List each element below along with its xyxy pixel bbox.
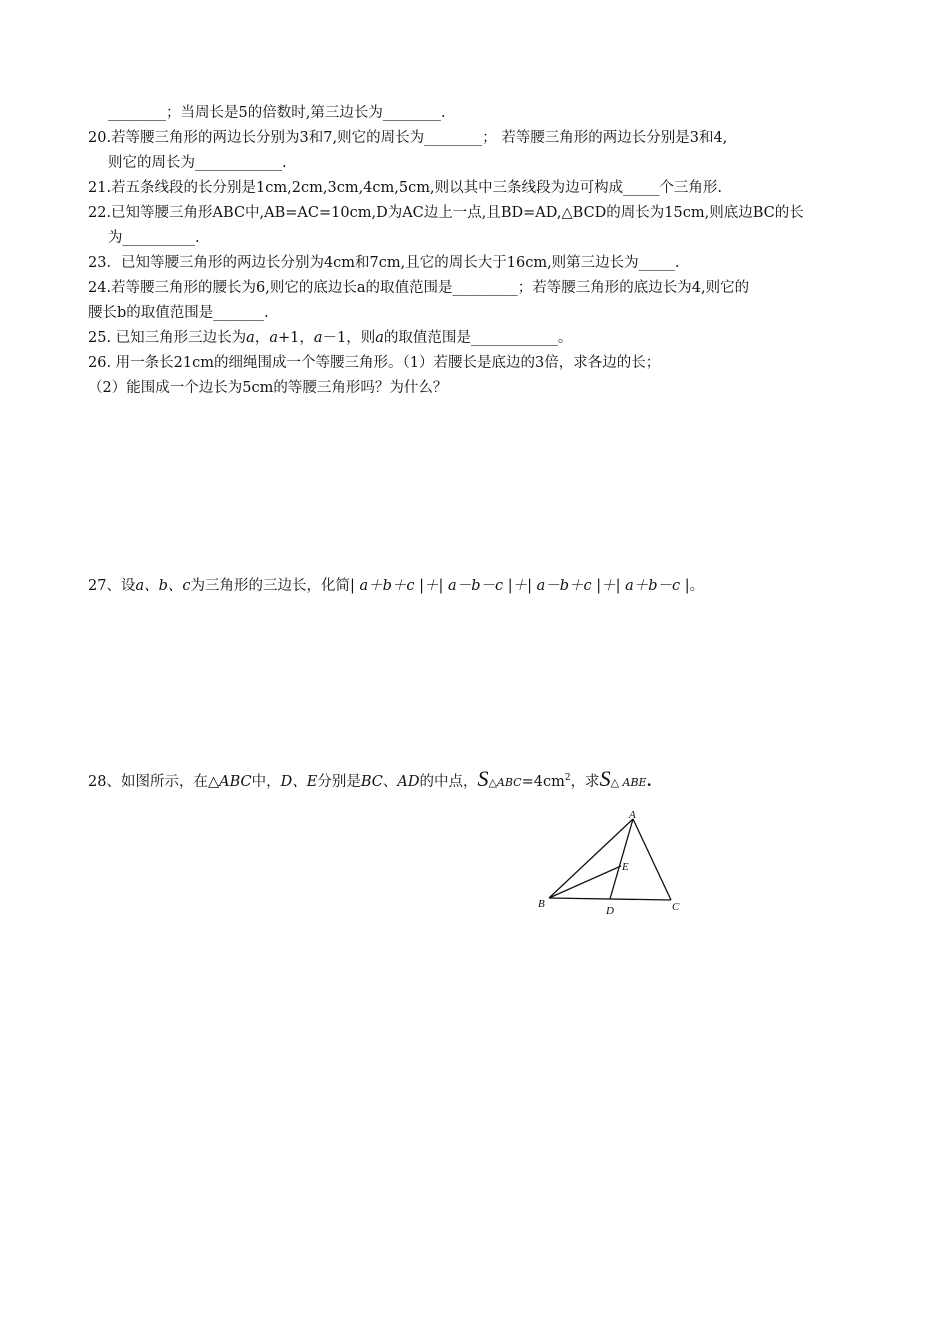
q28-end: .: [646, 772, 652, 790]
q28-bc: BC: [360, 773, 383, 790]
label-a: A: [629, 809, 636, 821]
triangle-figure: [530, 808, 690, 918]
q27-mid: 为三角形的三边长，化简: [190, 578, 351, 594]
q27-expression: | a＋b＋c |＋| a－b－c |＋| a－b＋c |＋| a＋b－c |: [350, 578, 690, 594]
label-e: E: [622, 861, 629, 873]
segment-be: [549, 866, 621, 898]
q25-suffix: 的取值范围是____________。: [383, 330, 573, 346]
q28-mid3: 的中点，: [419, 773, 478, 790]
question-26-line-1: 26. 用一条长21cm的细绳围成一个等腰三角形。（1）若腰长是底边的3倍，求各边的长；: [88, 355, 661, 371]
q25-plus1: +1，: [277, 330, 314, 346]
segment-ad: [610, 819, 633, 899]
line-19-continued: ________；当周长是5的倍数时,第三边长为________.: [108, 105, 446, 121]
q28-mid2: 分别是: [317, 773, 361, 790]
q25-var-a3: a: [313, 330, 323, 346]
label-c: C: [672, 901, 680, 913]
question-21: 21.若五条线段的长分别是1cm,2cm,3cm,4cm,5cm,则以其中三条线段为边可构成_____个三角形.: [88, 180, 722, 196]
question-28: [88, 764, 652, 797]
question-27: [88, 576, 704, 596]
q28-area-sup: 2: [564, 773, 571, 783]
q27-prefix: 27、设: [88, 578, 136, 594]
q25-prefix: 25. 已知三角形三边长为: [88, 330, 247, 346]
q28-de: D、E: [280, 773, 318, 790]
question-20-line-1: 20.若等腰三角形的两边长分别为3和7,则它的周长为________； 若等腰三角形的两边长分别是3和4,: [88, 130, 728, 146]
q27-end: 。: [689, 578, 705, 594]
q28-s1-sub: △ABC: [488, 775, 522, 789]
q27-vars: a、b、c: [135, 578, 191, 594]
label-b: B: [538, 898, 545, 910]
q28-ad: AD: [397, 773, 420, 790]
question-24-line-2: 腰长b的取值范围是_______.: [88, 305, 269, 321]
q28-s2: S: [599, 765, 611, 791]
question-22-line-2: 为__________.: [108, 230, 200, 246]
edge-ac: [633, 819, 671, 900]
question-26-line-2: （2）能围成一个边长为5cm的等腰三角形吗？为什么？: [88, 380, 448, 396]
q28-mid1: 中，: [251, 773, 281, 790]
q25-var-a1: a: [246, 330, 255, 346]
q25-minus1: －1，则: [322, 330, 376, 346]
q25-var-a2: a: [269, 330, 278, 346]
q28-s1: S: [477, 765, 489, 791]
question-24-line-1: 24.若等腰三角形的腰长为6,则它的底边长a的取值范围是_________；若等腰三角形的底边长为4,则它的: [88, 280, 750, 296]
question-23: 23．已知等腰三角形的两边长分别为4cm和7cm,且它的周长大于16cm,则第三边长为_____.: [88, 255, 680, 271]
q25-sep1: ，: [254, 330, 270, 346]
q28-area: =4cm: [521, 773, 565, 790]
q28-sep: 、: [382, 773, 398, 790]
q28-mid4: ，求: [570, 773, 600, 790]
q25-var-a4: a: [375, 330, 384, 346]
question-25: [88, 328, 572, 348]
edge-ab: [549, 819, 633, 898]
q28-prefix: 28、如图所示，在△: [88, 773, 220, 790]
q28-s2-sub: △ ABE: [610, 775, 647, 789]
label-d: D: [606, 905, 614, 917]
q28-abc: ABC: [219, 773, 252, 790]
question-22-line-1: 22.已知等腰三角形ABC中,AB=AC=10cm,D为AC边上一点,且BD=AD,△BCD的周长为15cm,则底边BC的长: [88, 205, 804, 221]
question-20-line-2: 则它的周长为____________.: [108, 155, 287, 171]
